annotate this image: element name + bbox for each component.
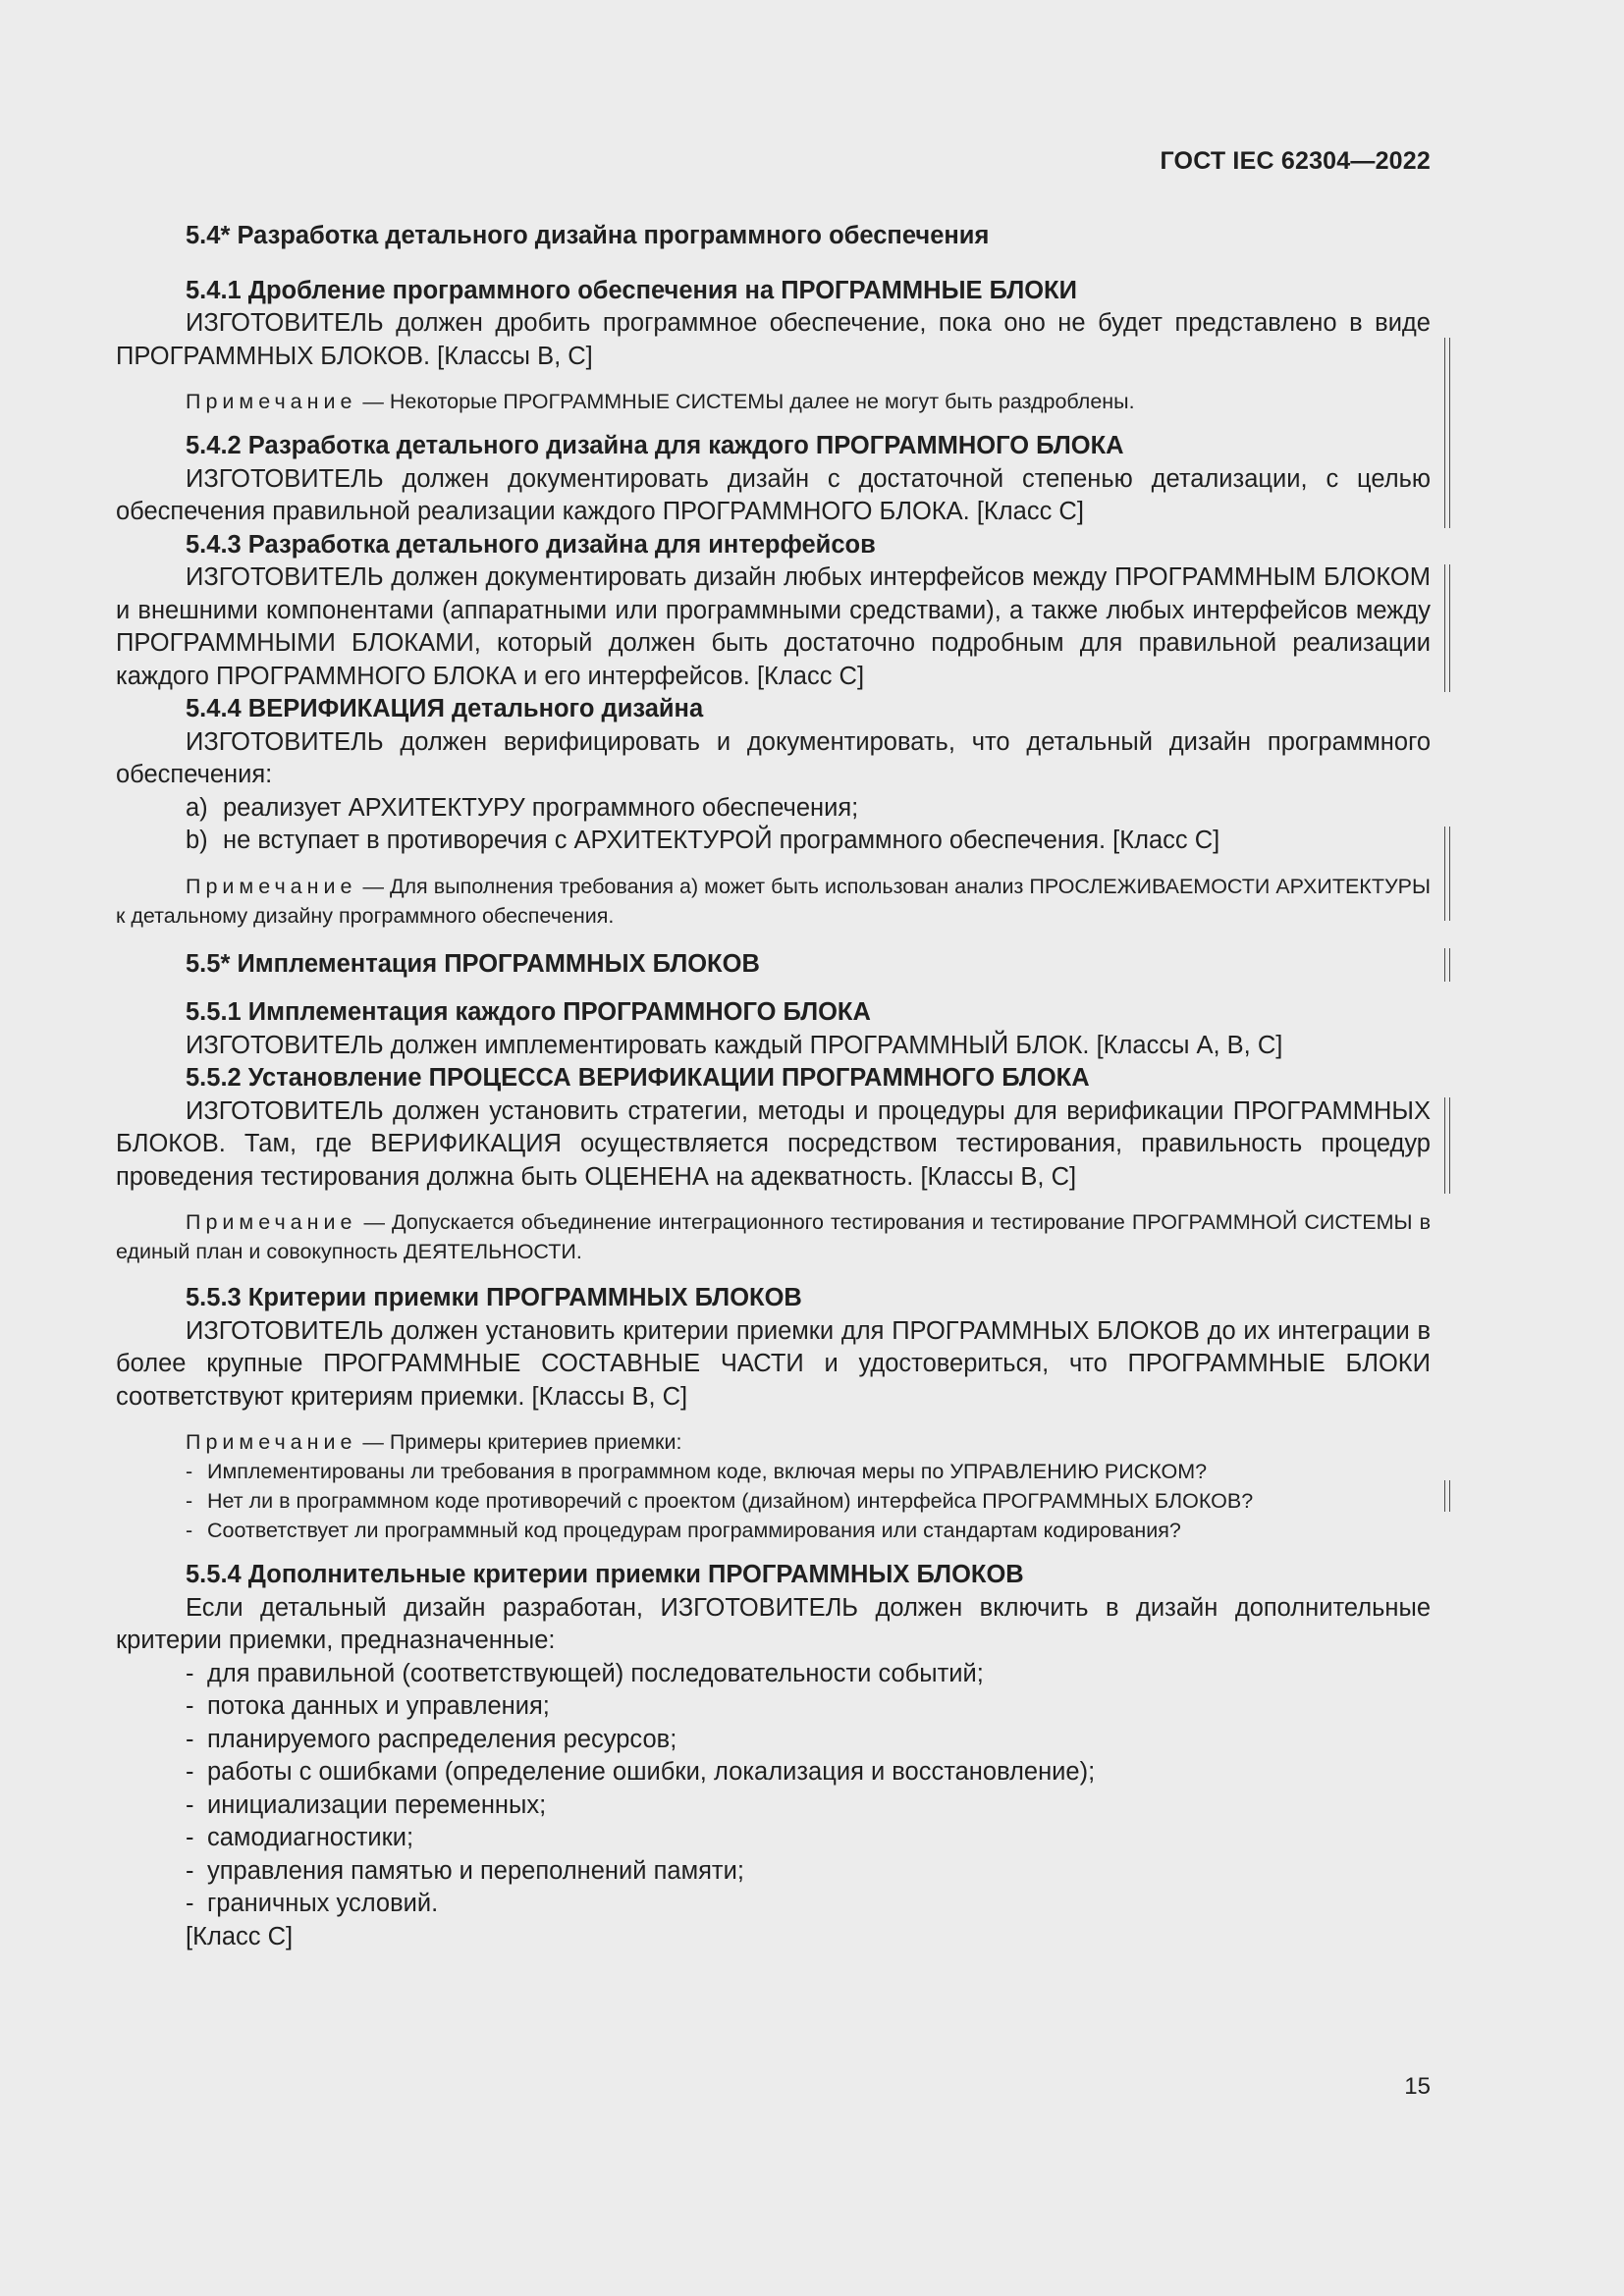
note-text: — Некоторые ПРОГРАММНЫЕ СИСТЕМЫ далее не могут быть раздроблены.	[356, 390, 1135, 413]
list-item-text: управления памятью и переполнений памяти;	[207, 1856, 744, 1885]
bullet: -	[186, 1692, 194, 1720]
section-5-4-1-note	[116, 387, 1431, 416]
section-5-5-2	[116, 1062, 1431, 1266]
note-list-item-text: Нет ли в программном коде противоречий с проектом (дизайном) интерфейса ПРОГРАММНЫХ БЛОКОВ?	[207, 1489, 1254, 1513]
bullet: -	[186, 1758, 194, 1786]
section-5-5-3-note	[116, 1427, 1431, 1457]
class-label: [Класс С]	[186, 1922, 294, 1950]
bullet: -	[186, 1519, 193, 1542]
list-item	[116, 1658, 1431, 1691]
change-bar	[1444, 1097, 1450, 1194]
page-number: 15	[1404, 2073, 1431, 2100]
section-5-4-2-title: 5.4.2 Разработка детального дизайна для каждого ПРОГРАММНОГО БЛОКА	[186, 432, 1124, 459]
note-text: — Для выполнения требования а) может быть использован анализ ПРОСЛЕЖИВАЕМОСТИ АРХИТЕКТУРЫ к детальному дизайну программного обеспечения.	[116, 874, 1431, 928]
bullet: -	[186, 1489, 193, 1513]
note-label: Примечание	[186, 874, 357, 898]
note-label: Примечание	[186, 390, 357, 413]
list-item-text: инициализации переменных;	[207, 1790, 547, 1819]
list-marker: b)	[186, 827, 208, 854]
list-item-text: для правильной (соответствующей) последовательности событий;	[207, 1659, 984, 1687]
section-5-5	[116, 948, 1431, 982]
list-item-text: потока данных и управления;	[207, 1692, 550, 1720]
note-text: — Допускается объединение интеграционного тестирования и тестирование ПРОГРАММНОЙ СИСТЕМЫ в единый план и совокупность ДЕЯТЕЛЬНОСТИ.	[116, 1210, 1431, 1263]
list-item	[116, 1724, 1431, 1757]
list-item-text: граничных условий.	[207, 1890, 439, 1917]
section-5-5-2-title: 5.5.2 Установление ПРОЦЕССА ВЕРИФИКАЦИИ ПРОГРАММНОГО БЛОКА	[186, 1064, 1090, 1092]
list-item-text: самодиагностики;	[207, 1824, 414, 1851]
section-5-4-3-title: 5.4.3 Разработка детального дизайна для интерфейсов	[186, 530, 876, 559]
change-bar	[1444, 827, 1450, 921]
change-bar	[1444, 465, 1450, 528]
section-5-4-1-text: ИЗГОТОВИТЕЛЬ должен дробить программное обеспечение, пока оно не будет представлено в виде ПРОГРАММНЫХ БЛОКОВ. [Классы В, С]	[116, 309, 1431, 370]
list-item	[116, 792, 1431, 826]
section-5-5-title: 5.5* Имплементация ПРОГРАММНЫХ БЛОКОВ	[186, 949, 760, 978]
section-5-4-3	[116, 529, 1431, 694]
section-5-4-4-text: ИЗГОТОВИТЕЛЬ должен верифицировать и документировать, что детальный дизайн программного обеспечения:	[116, 727, 1431, 788]
list-item	[116, 1888, 1431, 1921]
change-bar	[1444, 948, 1450, 982]
section-5-5-3-title: 5.5.3 Критерии приемки ПРОГРАММНЫХ БЛОКОВ	[186, 1284, 802, 1311]
bullet: -	[186, 1824, 194, 1851]
section-5-4-2-text: ИЗГОТОВИТЕЛЬ должен документировать дизайн с достаточной степенью детализации, с целью обеспечения правильной реализации каждого ПРОГРАММНОГО БЛОКА. [Класс С]	[116, 464, 1431, 525]
section-5-5-4-title: 5.5.4 Дополнительные критерии приемки ПРОГРАММНЫХ БЛОКОВ	[186, 1561, 1024, 1588]
section-5-5-2-note	[116, 1207, 1431, 1266]
note-list-item	[116, 1486, 1431, 1516]
section-5-4-3-text: ИЗГОТОВИТЕЛЬ должен документировать дизайн любых интерфейсов между ПРОГРАММНЫМ БЛОКОМ и внешними компонентами (аппаратными или программными средствами), а также любых интерфейсов между ПРОГРАММНЫМИ БЛОКАМИ, который должен быть достаточно подробным для правильной реализации каждого ПРОГРАММНОГО БЛОКА и его интерфейсов. [Класс С]	[116, 563, 1431, 690]
section-5-4-4-title: 5.4.4 ВЕРИФИКАЦИЯ детального дизайна	[186, 695, 704, 722]
section-5-5-2-text: ИЗГОТОВИТЕЛЬ должен установить стратегии, методы и процедуры для верификации ПРОГРАММНЫХ БЛОКОВ. Там, где ВЕРИФИКАЦИЯ осуществляется посредством тестирования, правильность процедур проведения тестирования должна быть ОЦЕНЕНА на адекватность. [Классы В, С]	[116, 1096, 1431, 1191]
bullet: -	[186, 1856, 194, 1885]
document-header: ГОСТ IEC 62304—2022	[1160, 147, 1431, 175]
note-list-item-text: Имплементированы ли требования в программном коде, включая меры по УПРАВЛЕНИЮ РИСКОМ?	[207, 1460, 1208, 1483]
list-item	[116, 1756, 1431, 1789]
list-item-text: реализует АРХИТЕКТУРУ программного обеспечения;	[223, 793, 859, 822]
change-bar	[1444, 564, 1450, 692]
change-bar	[1444, 1480, 1450, 1512]
section-5-4-1	[116, 275, 1431, 417]
section-5-5-4	[116, 1559, 1431, 1953]
change-bar	[1444, 338, 1450, 481]
list-item-text: работы с ошибками (определение ошибки, локализация и восстановление);	[207, 1758, 1096, 1786]
section-5-4-4	[116, 693, 1431, 931]
section-5-4-2	[116, 430, 1431, 529]
list-marker: а)	[186, 793, 208, 822]
section-5-5-1-title: 5.5.1 Имплементация каждого ПРОГРАММНОГО БЛОКА	[186, 998, 871, 1026]
section-5-5-3	[116, 1282, 1431, 1545]
list-item	[116, 1855, 1431, 1889]
section-5-5-4-text: Если детальный дизайн разработан, ИЗГОТОВИТЕЛЬ должен включить в дизайн дополнительные критерии приемки, предназначенные:	[116, 1593, 1431, 1654]
section-5-5-3-text: ИЗГОТОВИТЕЛЬ должен установить критерии приемки для ПРОГРАММНЫХ БЛОКОВ до их интеграции в более крупные ПРОГРАММНЫЕ СОСТАВНЫЕ ЧАСТИ и удостовериться, что ПРОГРАММНЫЕ БЛОКИ соответствуют критериям приемки. [Классы В, С]	[116, 1316, 1431, 1411]
section-5-4-1-title: 5.4.1 Дробление программного обеспечения на ПРОГРАММНЫЕ БЛОКИ	[186, 276, 1077, 304]
section-5-4-4-note	[116, 872, 1431, 931]
list-item-text: не вступает в противоречия с АРХИТЕКТУРОЙ программного обеспечения. [Класс С]	[223, 827, 1220, 854]
list-item	[116, 1690, 1431, 1724]
list-item	[116, 825, 1431, 858]
list-item	[116, 1789, 1431, 1823]
section-5-4-title: 5.4* Разработка детального дизайна программного обеспечения	[186, 222, 990, 249]
section-5-5-1-text: ИЗГОТОВИТЕЛЬ должен имплементировать каждый ПРОГРАММНЫЙ БЛОК. [Классы А, В, С]	[186, 1031, 1283, 1059]
list-item-text: планируемого распределения ресурсов;	[207, 1725, 677, 1753]
bullet: -	[186, 1659, 194, 1687]
bullet: -	[186, 1790, 194, 1819]
bullet: -	[186, 1460, 193, 1483]
list-item	[116, 1822, 1431, 1855]
note-list-item	[116, 1457, 1431, 1486]
bullet: -	[186, 1725, 194, 1753]
document-body	[116, 220, 1431, 1953]
note-label: Примечание	[186, 1430, 357, 1454]
note-list-item-text: Соответствует ли программный код процедурам программирования или стандартам кодирования?	[207, 1519, 1181, 1542]
note-label: Примечание	[186, 1210, 357, 1234]
section-5-5-1	[116, 996, 1431, 1062]
note-list-item	[116, 1516, 1431, 1545]
note-text: — Примеры критериев приемки:	[356, 1430, 682, 1454]
bullet: -	[186, 1890, 194, 1917]
